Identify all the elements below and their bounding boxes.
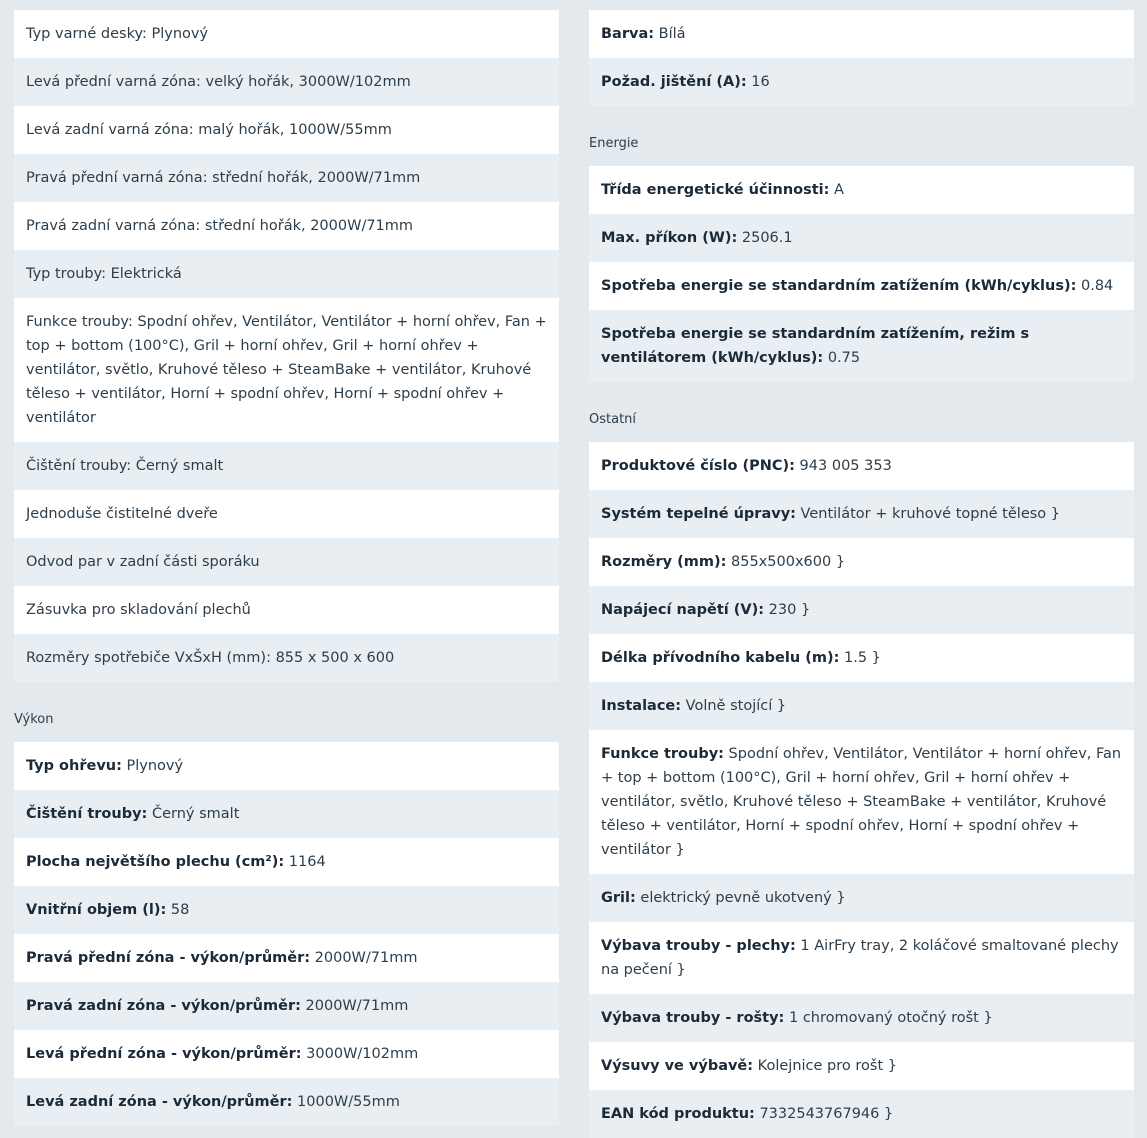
spec-row: Zásuvka pro skladování plechů	[14, 586, 559, 634]
spec-row	[14, 742, 559, 790]
spec-value: Černý smalt	[147, 806, 240, 822]
energie-group	[589, 136, 1134, 382]
spec-label: Délka přívodního kabelu (m):	[601, 650, 840, 666]
spec-row	[589, 58, 1134, 106]
section-title-ostatni: Ostatní	[589, 412, 637, 427]
spec-label: Typ ohřevu:	[26, 758, 122, 774]
spec-label: Třída energetické účinnosti:	[601, 182, 830, 198]
spec-value: Bílá	[654, 26, 686, 42]
spec-row: Pravá přední varná zóna: střední hořák, 2000W/71mm	[14, 154, 559, 202]
spec-label: Plocha největšího plechu (cm²):	[26, 854, 285, 870]
top-spec-group	[589, 10, 1134, 106]
spec-label: Rozměry (mm):	[601, 554, 727, 570]
spec-row	[14, 790, 559, 838]
spec-value: 2000W/71mm	[310, 950, 418, 966]
spec-row	[14, 838, 559, 886]
spec-row	[589, 586, 1134, 634]
spec-value: 1 chromovaný otočný rošt }	[784, 1010, 993, 1026]
spec-row: Levá přední varná zóna: velký hořák, 3000W/102mm	[14, 58, 559, 106]
spec-label: Produktové číslo (PNC):	[601, 458, 795, 474]
spec-row	[589, 1090, 1134, 1138]
spec-row: Jednoduše čistitelné dveře	[14, 490, 559, 538]
spec-label: Vnitřní objem (l):	[26, 902, 167, 918]
spec-row	[589, 214, 1134, 262]
general-spec-group	[14, 10, 559, 682]
spec-label: Požad. jištění (A):	[601, 74, 747, 90]
spec-row	[14, 1030, 559, 1078]
spec-row	[589, 634, 1134, 682]
spec-label: Spotřeba energie se standardním zatížením, režim s ventilátorem (kWh/cyklus):	[601, 326, 1030, 366]
vykon-spec-list	[14, 742, 559, 1126]
spec-value: 58	[166, 902, 190, 918]
spec-label: Funkce trouby:	[601, 746, 724, 762]
spec-row	[589, 490, 1134, 538]
spec-row: Levá zadní varná zóna: malý hořák, 1000W/55mm	[14, 106, 559, 154]
spec-label: Výbava trouby - plechy:	[601, 938, 796, 954]
energie-spec-list	[589, 166, 1134, 382]
spec-value: 3000W/102mm	[301, 1046, 419, 1062]
spec-row	[14, 886, 559, 934]
vykon-group	[14, 712, 559, 1126]
spec-value: Spodní ohřev, Ventilátor, Ventilátor + horní ohřev, Fan + top + bottom (100°C), Gril + horní ohřev, Gril + horní ohřev + ventilátor, světlo, Kruhové těleso + SteamBake + ventilátor, Kruhové těleso + ventilátor, Horní + spodní ohřev, Horní + spodní ohřev + ventilátor }	[601, 746, 1122, 858]
spec-value: 0.84	[1076, 278, 1114, 294]
spec-label: Čištění trouby:	[26, 806, 148, 822]
spec-label: Pravá přední zóna - výkon/průměr:	[26, 950, 311, 966]
spec-value: 16	[746, 74, 770, 90]
spec-row	[589, 1042, 1134, 1090]
spec-label: Levá přední zóna - výkon/průměr:	[26, 1046, 302, 1062]
spec-value: 943 005 353	[794, 458, 892, 474]
spec-value: 230 }	[764, 602, 811, 618]
spec-value: Kolejnice pro rošt }	[753, 1058, 897, 1074]
section-title-vykon: Výkon	[14, 712, 54, 727]
spec-label: Výsuvy ve výbavě:	[601, 1058, 754, 1074]
spec-label: Spotřeba energie se standardním zatížením (kWh/cyklus):	[601, 278, 1077, 294]
right-column	[589, 10, 1134, 1138]
spec-value: 1164	[284, 854, 326, 870]
spec-value: elektrický pevně ukotvený }	[635, 890, 846, 906]
spec-label: Výbava trouby - rošty:	[601, 1010, 785, 1026]
spec-value: 7332543767946 }	[754, 1106, 894, 1122]
spec-row	[589, 994, 1134, 1042]
general-spec-list	[14, 10, 559, 682]
spec-row	[589, 262, 1134, 310]
spec-row: Odvod par v zadní části sporáku	[14, 538, 559, 586]
spec-row: Rozměry spotřebiče VxŠxH (mm): 855 x 500 x 600	[14, 634, 559, 682]
spec-value: Ventilátor + kruhové topné těleso }	[795, 506, 1060, 522]
spec-value: 1000W/55mm	[292, 1094, 400, 1110]
spec-value: 855x500x600 }	[726, 554, 846, 570]
ostatni-group	[589, 412, 1134, 1138]
spec-label: Napájecí napětí (V):	[601, 602, 765, 618]
spec-row	[14, 982, 559, 1030]
spec-label: Gril:	[601, 890, 636, 906]
section-title-energie: Energie	[589, 136, 639, 151]
spec-label: EAN kód produktu:	[601, 1106, 755, 1122]
spec-value: 2000W/71mm	[300, 998, 409, 1014]
spec-row: Funkce trouby: Spodní ohřev, Ventilátor, Ventilátor + horní ohřev, Fan + top + bottom (100°C), Gril + horní ohřev, Gril + horní ohřev + ventilátor, světlo, Kruhové těleso + SteamBake + ventilátor, Kruhové těleso + ventilátor, Horní + spodní ohřev, Horní + spodní ohřev + ventilátor	[14, 298, 559, 442]
ostatni-spec-list	[589, 442, 1134, 1138]
spec-row	[589, 874, 1134, 922]
spec-row	[14, 1078, 559, 1126]
spec-row: Čištění trouby: Černý smalt	[14, 442, 559, 490]
spec-row: Typ trouby: Elektrická	[14, 250, 559, 298]
spec-value: 1 AirFry tray, 2 koláčové smaltované plechy na pečení }	[601, 938, 1119, 978]
spec-row	[589, 682, 1134, 730]
spec-row	[589, 442, 1134, 490]
spec-row	[14, 934, 559, 982]
spec-value: Plynový	[121, 758, 184, 774]
spec-row	[589, 310, 1134, 382]
spec-row	[589, 166, 1134, 214]
top-spec-list	[589, 10, 1134, 106]
spec-label: Instalace:	[601, 698, 682, 714]
left-column	[14, 10, 559, 1126]
spec-label: Max. příkon (W):	[601, 230, 738, 246]
spec-value: Volně stojící }	[681, 698, 787, 714]
spec-value: 1.5 }	[839, 650, 881, 666]
spec-value: 2506.1	[737, 230, 793, 246]
spec-label: Pravá zadní zóna - výkon/průměr:	[26, 998, 301, 1014]
spec-row: Pravá zadní varná zóna: střední hořák, 2000W/71mm	[14, 202, 559, 250]
spec-label: Barva:	[601, 26, 655, 42]
spec-value: 0.75	[823, 350, 861, 366]
spec-row	[589, 922, 1134, 994]
spec-row	[589, 10, 1134, 58]
spec-label: Levá zadní zóna - výkon/průměr:	[26, 1094, 293, 1110]
spec-label: Systém tepelné úpravy:	[601, 506, 796, 522]
spec-row: Typ varné desky: Plynový	[14, 10, 559, 58]
spec-row	[589, 538, 1134, 586]
spec-value: A	[829, 182, 844, 198]
spec-row	[589, 730, 1134, 874]
